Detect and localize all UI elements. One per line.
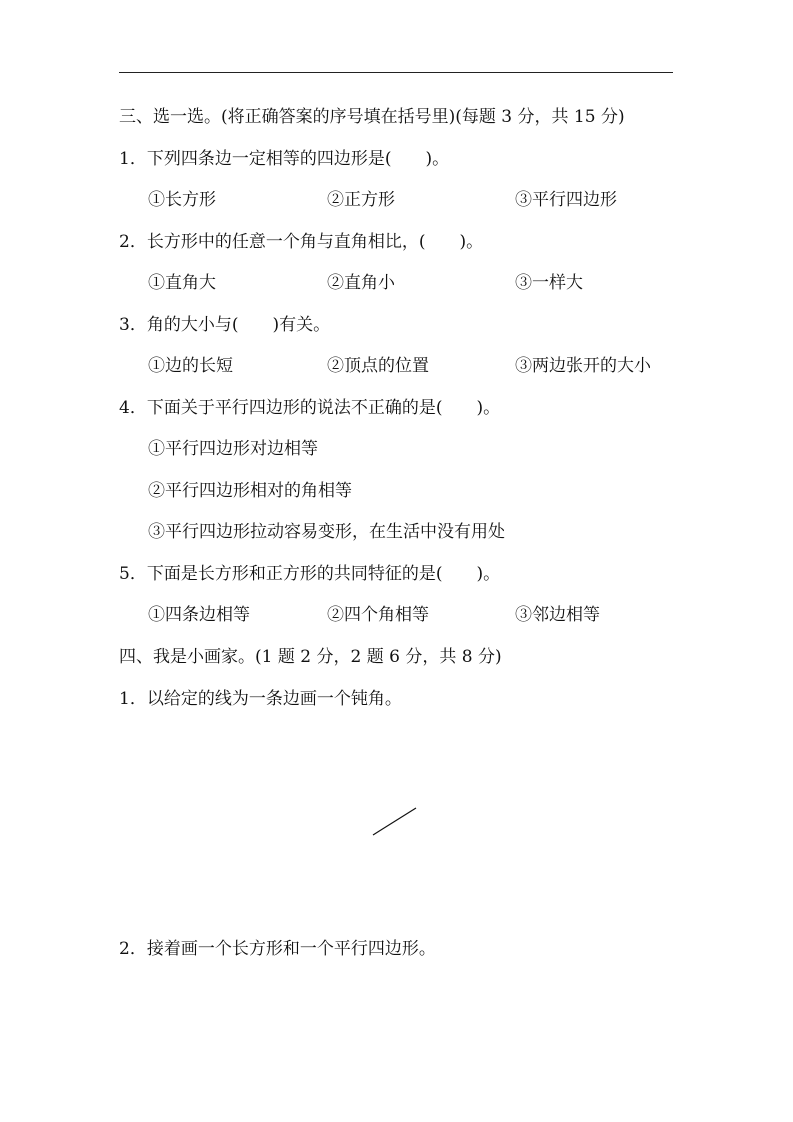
question-2-option-2: ②直角小 [327,273,395,293]
question-1-option-2: ②正方形 [327,190,395,210]
question-1-option-3: ③平行四边形 [515,190,617,210]
given-line [373,808,416,835]
section4-heading: 四、我是小画家。(1 题 2 分，2 题 6 分，共 8 分) [119,647,502,667]
drawing-question-2: 2．接着画一个长方形和一个平行四边形。 [119,939,436,959]
question-5-option-2: ②四个角相等 [327,605,429,625]
question-3-option-1: ①边的长短 [148,356,233,376]
question-2-option-3: ③一样大 [515,273,583,293]
question-5-option-1: ①四条边相等 [148,605,250,625]
question-4-option-1: ①平行四边形对边相等 [148,439,318,459]
question-1-stem: 1．下列四条边一定相等的四边形是( )。 [119,149,450,169]
question-3-option-2: ②顶点的位置 [327,356,429,376]
question-5-stem: 5．下面是长方形和正方形的共同特征的是( )。 [119,564,501,584]
question-3-option-3: ③两边张开的大小 [515,356,651,376]
question-2-option-1: ①直角大 [148,273,216,293]
question-4-option-2: ②平行四边形相对的角相等 [148,481,352,501]
question-5-option-3: ③邻边相等 [515,605,600,625]
question-4-option-3: ③平行四边形拉动容易变形，在生活中没有用处 [148,522,505,542]
question-4-stem: 4．下面关于平行四边形的说法不正确的是( )。 [119,398,501,418]
drawing-question-1: 1．以给定的线为一条边画一个钝角。 [119,689,402,709]
question-1-option-1: ①长方形 [148,190,216,210]
question-2-stem: 2．长方形中的任意一个角与直角相比，( )。 [119,232,484,252]
question-3-stem: 3．角的大小与( )有关。 [119,315,331,335]
section3-heading: 三、选一选。(将正确答案的序号填在括号里)(每题 3 分，共 15 分) [119,107,625,127]
